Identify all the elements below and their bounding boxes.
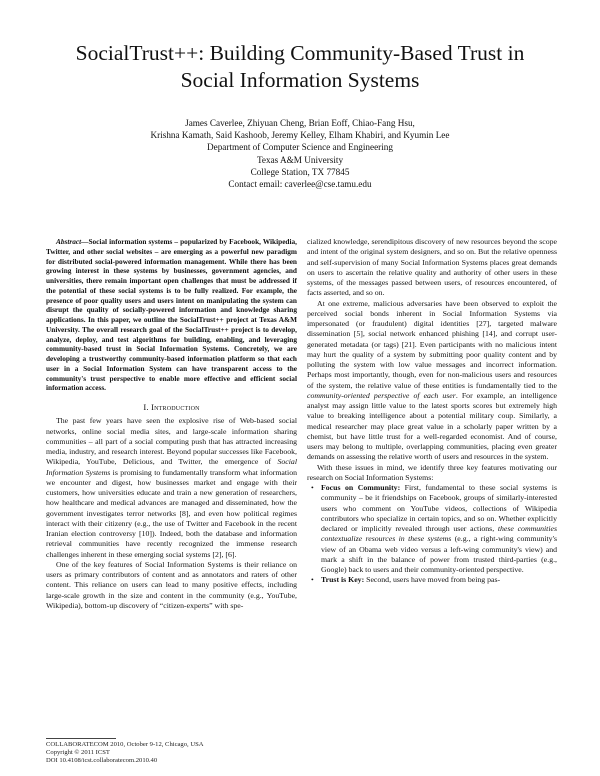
feature-item-community (321, 483, 557, 575)
footer-doi: DOI 10.4108/icst.collaboratecom.2010.40 (46, 757, 158, 765)
left-column (46, 237, 297, 611)
title-line-1: SocialTrust++: Building Community-Based Trust in (75, 41, 525, 65)
feature-community-heading: Focus on Community: (321, 483, 401, 492)
feature-item-trust (321, 575, 557, 585)
copyright-footer (46, 741, 204, 766)
intro-paragraph-2-continued: cialized knowledge, serendipitous discovery of new resources beyond the scope and intent of the original system designers, and so on. But the relative openness and self-supervision of many Social Information Systems places great demands on users to ascertain the relative quality and authority of other users in these systems, of the messages passed between users, of resources encountered, of facts asserted, and so on. (307, 237, 557, 298)
abstract-label: Abstract (56, 237, 82, 246)
intro-paragraph-3 (307, 299, 557, 463)
intro-p1-emphasis: Social Information Systems (46, 457, 297, 477)
feature-trust-text: Second, users have moved from being pas- (364, 575, 501, 585)
intro-p3-emphasis: community-oriented perspective of each user (307, 390, 456, 400)
intro-paragraph-2: One of the key features of Social Information Systems is their reliance on users as primary contributors of content and as annotators and raters of other content. This reliance on users can lead to many positive effects, including large-scale growth in the size and content in the community (e.g., YouTube, Wikipedia), bottom-up discovery of “citizen-experts” with spe- (46, 559, 297, 610)
intro-p3-text-b: . For example, an intelligence analyst may assign little value to the latest sports scores but extremely high value to breaking intelligence about a potential military coup. Similarly, a medical researcher may place great value in a scholarly paper written by a chemist, but have little trust for a well-regarded economist. And of course, users may belong to multiple, overlapping communities, placing even greater demands on assessing the relative worth of users and resources in the system. (307, 390, 557, 462)
intro-p1-text-b: is promising to fundamentally transform what information we encounter and digest, how businesses market and engage with their customers, how universities educate and train a new generation of researchers, how healthcare and medical advances are managed and disseminated, how the government investigates terror networks [8], and even how political regimes interact with their citizenry (e.g., the use of Twitter and Facebook in the recent Iranian election controversy [10]). Indeed, both the database and information retrieval communities have recently recognized the immense research challenges inherent in these emerging social systems [2], [6]. (46, 467, 297, 559)
feature-community-emphasis: these communities contextualize resources in these systems (321, 524, 557, 544)
intro-paragraph-4: With these issues in mind, we identify three key features motivating our research on Social Information Systems: (307, 462, 557, 482)
intro-p3-text-a: At one extreme, malicious adversaries have been observed to exploit the perceived social bonds inherent in Social Information Systems via impersonated (or fraudulent) digital identities [27], targeted malware dissemination [5], social network enhanced phishing [14], and corrupt user-generated metadata (or tags) [21]. Even participants with no malicious intent may hurt the quality of a system by submitting poor quality content and by polluting the system with low value messages and incorrect information. Perhaps most importantly, though, even for non-malicious users and resources of the system, the relative value of these entities is fundamentally tied to the (307, 298, 557, 390)
feature-trust-heading: Trust is Key: (321, 575, 365, 585)
abstract (46, 237, 297, 393)
affiliation-line-3: College Station, TX 77845 (250, 166, 350, 177)
affiliation-line-1: Department of Computer Science and Engineering (207, 142, 393, 153)
feature-list (307, 483, 557, 586)
paper-title (30, 40, 570, 94)
right-column (307, 237, 557, 586)
affiliation-line-2: Texas A&M University (256, 154, 344, 165)
intro-p1-text-a: The past few years have seen the explosive rise of Web-based social networks, online social media sites, and large-scale information sharing communities – all part of a social computing push that has attracted increasing media, industry, and research interest. Beyond popular successes like Facebook, Wikipedia, YouTube, Delicious, and Twitter, the emergence of (46, 416, 297, 467)
footer-conference: COLLABORATECOM 2010, October 9-12, Chicago, USA (46, 741, 204, 748)
footer-rule (46, 738, 116, 739)
abstract-text: —Social information systems – popularized by Facebook, Wikipedia, Twitter, and other social websites – are emerging as a powerful new paradigm for distributed social-powered information management. While there has been growing interest in these systems by businesses, government agencies, and universities, there remain important open challenges that must be addressed if the potential of these social systems is to be fully realized. For example, the presence of poor quality users and users intent on manipulating the system can disrupt the quality of socially-powered information and knowledge sharing applications. In this paper, we outline the SocialTrust++ project at Texas A&M University. The overall research goal of the SocialTrust++ project is to develop, analyze, deploy, and test algorithms for building, enabling, and leveraging community-based trust in Social Information Systems. Concretely, we are developing a trustworthy community-based information platform so that each user in a Social Information System can have transparent access to the community's trust perspective to enable more effective and efficient social information access. (46, 237, 297, 393)
feature-community-text-a: First, fundamental to these social systems is community – be it friendships on Facebook, groups of similarly-interested users who comment on YouTube videos, collections of Wikipedia contributors who specialize in certain topics, and so on. Whether explicitly declared or implicitly revealed through user actions, (321, 483, 558, 533)
section-heading-introduction: I. Introduction (143, 402, 200, 412)
author-block (40, 117, 560, 190)
feature-community-text-b: (e.g., a right-wing community's view of an Obama web video versus a left-wing community's view) and mark a shift in the balance of power from trusted third-parties (e.g., Google) back to users and their community-oriented perspective. (321, 534, 558, 574)
contact-email: Contact email: caverlee@cse.tamu.edu (228, 179, 372, 190)
intro-paragraph-1 (46, 416, 297, 560)
title-line-2: Social Information Systems (180, 68, 420, 92)
authors-line-1: James Caverlee, Zhiyuan Cheng, Brian Eoff, Chiao-Fang Hsu, (185, 118, 415, 128)
authors-line-2: Krishna Kamath, Said Kashoob, Jeremy Kelley, Elham Khabiri, and Kyumin Lee (150, 130, 450, 141)
footer-copyright: Copyright © 2011 ICST (46, 749, 110, 757)
